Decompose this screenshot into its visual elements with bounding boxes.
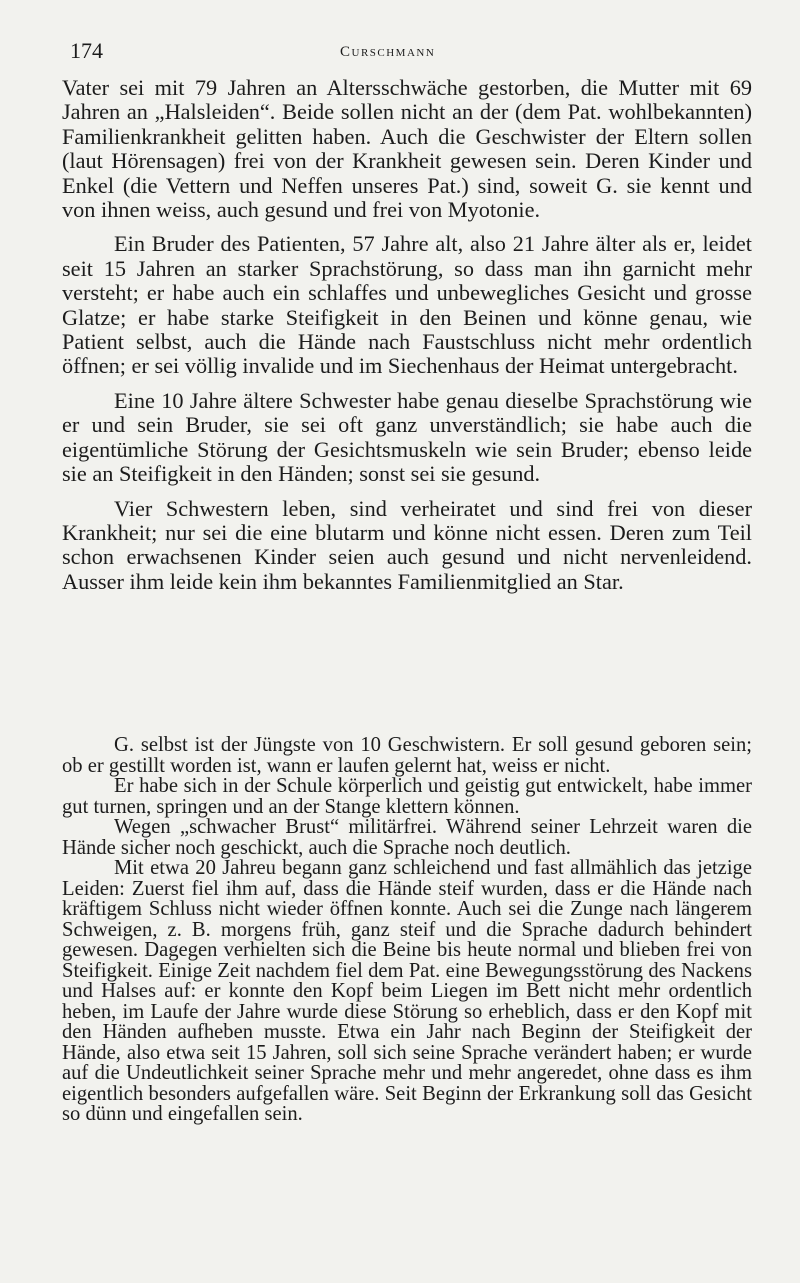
paragraph-disease-onset: Mit etwa 20 Jahreu begann ganz schleichend und fast allmählich das jetzige Leiden: Zuerst fiel ihm auf, dass die Hände steif wurden, dass er die Hände nach kräftigem Schluss nicht wieder öffnen konnte. Auch sei die Zunge nach längerem Schweigen, z. B. morgens früh, ganz steif und die Sprache dadurch behindert gewesen. Dagegen verhielten sich die Beine bis heute normal und blieben frei von Steifigkeit. Einige Zeit nachdem fiel dem Pat. eine Bewegungsstörung des Nackens und Halses auf: er konnte den Kopf beim Liegen im Bett nicht mehr ordentlich heben, im Laufe der Jahre wurde diese Störung so erheblich, dass er den Kopf mit den Händen aufheben musste. Etwa ein Jahr nach Beginn der Steifigkeit der Hände, also etwa seit 15 Jahren, soll sich seine Sprache verändert haben; er wurde auf die Undeutlichkeit seiner Sprache mehr und mehr angeredet, ohne dass es ihm eigentlich besonders aufgefallen wäre. Seit Beginn der Erkrankung soll das Gesicht so dünn und eingefallen sein.: [62, 857, 752, 1125]
paragraph-parents: Vater sei mit 79 Jahren an Altersschwäche gestorben, die Mutter mit 69 Jahren an „Halsleiden“. Beide sollen nicht an der (dem Pat. wohlbekannten) Familienkrankheit gelitten haben. Auch die Geschwister der Eltern sollen (laut Hörensagen) frei von der Krankheit gewesen sein. Deren Kinder und Enkel (die Vettern und Neffen unseres Pat.) sind, soweit G. sie kennt und von ihnen weiss, auch gesund und frei von Myotonie.: [62, 75, 752, 223]
paragraph-four-sisters: Vier Schwestern leben, sind verheiratet und sind frei von dieser Krankheit; nur sei die eine blutarm und könne nicht essen. Deren zum Teil schon erwachsenen Kinder seien auch gesund und nicht nervenleidend. Ausser ihm leide kein ihm bekanntes Familienmitglied an Star.: [62, 495, 752, 594]
paragraph-school: Er habe sich in der Schule körperlich und geistig gut entwickelt, habe immer gut turnen, springen und an der Stange klettern können.: [62, 775, 752, 818]
patient-history-section: [62, 735, 752, 1125]
page-number: 174: [70, 38, 103, 63]
family-history-section: [62, 76, 752, 604]
running-head: [70, 38, 760, 68]
running-title: Curschmann: [340, 44, 436, 60]
paragraph-military: Wegen „schwacher Brust“ militärfrei. Während seiner Lehrzeit waren die Hände sicher noch geschickt, auch die Sprache noch deutlich.: [62, 816, 752, 859]
paragraph-older-sister: Eine 10 Jahre ältere Schwester habe genau dieselbe Sprachstörung wie er und sein Bruder, sie sei oft ganz unverständlich; sie habe auch die eigentümliche Störung der Gesichtsmuskeln wie sein Bruder; ebenso leide sie an Steifigkeit in den Händen; sonst sei sie gesund.: [62, 387, 752, 487]
paragraph-brother: Ein Bruder des Patienten, 57 Jahre alt, also 21 Jahre älter als er, leidet seit 15 Jahren an starker Sprachstörung, so dass man ihn garnicht mehr versteht; er habe auch ein schlaffes und unbewegliches Gesicht und grosse Glatze; er habe starke Steifigkeit in den Beinen und könne genau, wie Patient selbst, auch die Hände nach Faustschluss nicht mehr ordentlich öffnen; er sei völlig invalide und im Siechenhaus der Heimat untergebracht.: [62, 231, 752, 379]
paragraph-birth: G. selbst ist der Jüngste von 10 Geschwistern. Er soll gesund geboren sein; ob er gestillt worden ist, wann er laufen gelernt hat, weiss er nicht.: [62, 734, 752, 777]
